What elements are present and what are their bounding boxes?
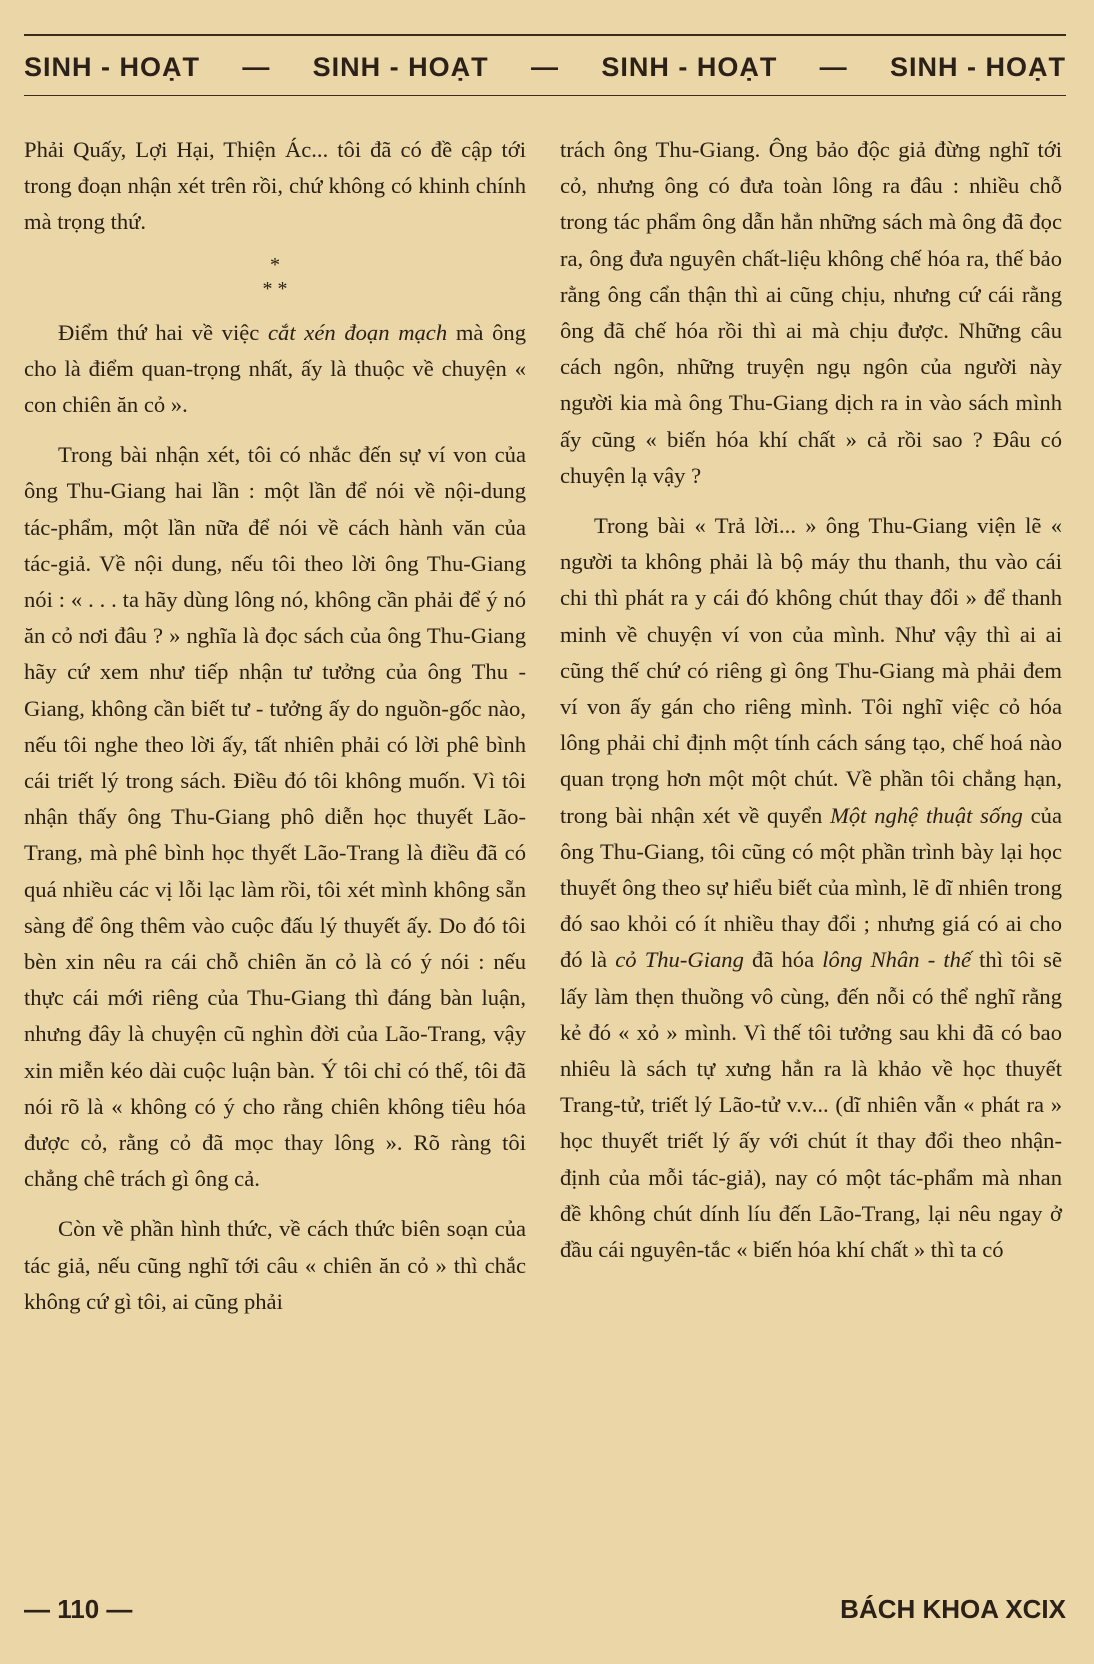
asterisk-top: * (270, 253, 280, 276)
header-title: SINH - HOẠT (601, 51, 778, 82)
paragraph: trách ông Thu-Giang. Ông bảo độc giả đừng nghĩ tới cỏ, nhưng ông có đưa toàn lông ra đâu : nhiều chỗ trong tác phẩm ông dẫn hẳn những sách mà ông đã đọc ra, ông đưa nguyên chất-liệu không chế hóa ra, thế bảo rằng ông cẩn thận thì ai cũng chịu, nhưng cứ cái rằng ông đã chế hóa rồi thì ai mà chịu được. Những câu cách ngôn, những truyện ngụ ngôn của người này người kia mà ông Thu-Giang dịch ra in vào sách mình ấy cũng « biến hóa khí chất » cả rồi sao ? Đâu có chuyện lạ vậy ? (560, 137, 1062, 488)
header-title: SINH - HOẠT (312, 51, 489, 82)
header-dash: — (819, 51, 848, 82)
text-run: thì tôi sẽ lấy làm thẹn thuồng vô cùng, đến nỗi có thể nghĩ rằng kẻ đó « xỏ » mình. Vì thế tôi tưởng sau khi đã có bao nhiêu là sách tự xưng hẳn ra là khảo về học thuyết Trang-tử, triết lý Lão-tử v.v... (dĩ nhiên vẫn « phát ra » học thuyết triết lý ấy với chút ít thay đổi theo nhận-định của mỗi tác-giả), nay có một tác-phẩm mà nhan đề không chút dính líu đến Lão-Trang, lại nêu ngay ở đầu cái nguyên-tắc « biến hóa khí chất » thì ta có (560, 947, 1062, 1263)
italic-phrase: lông Nhân - thế (822, 947, 971, 973)
asterisk-bottom: * * (262, 277, 288, 300)
italic-phrase: cỏ Thu-Giang (615, 947, 744, 973)
paragraph (560, 508, 1062, 1268)
text-run: Điểm thứ hai về việc (58, 319, 268, 345)
page-number: — 110 — (24, 1594, 133, 1624)
journal-issue: BÁCH KHOA XCIX (840, 1594, 1066, 1624)
text-run: của ông Thu-Giang, tôi cũng có một phần trình bày lại học thuyết ông theo sự hiểu biết của mình, lẽ dĩ nhiên trong đó sao khỏi có ít nhiều thay đổi ; nhưng giá có ai cho đó là (560, 802, 1062, 973)
paragraph (24, 315, 526, 424)
header-title: SINH - HOẠT (24, 51, 200, 82)
header-top-rule (24, 34, 1066, 36)
right-column (560, 132, 1062, 1268)
header-dash: — (530, 51, 559, 82)
running-header (24, 44, 1066, 90)
text-run: đã hóa (743, 947, 823, 973)
paragraph: Còn về phần hình thức, về cách thức biên soạn của tác giả, nếu cũng nghĩ tới câu « chiên ăn cỏ » thì chắc không cứ gì tôi, ai cũng phải (24, 1216, 526, 1314)
text-run: Trong bài « Trả lời... » ông Thu-Giang viện lẽ « người ta không phải là bộ máy thu thanh, thu vào cái chi thì phát ra y cái đó không chút thay đổi » để thanh minh về chuyện ví von của mình. Như vậy thì ai ai cũng thế chứ có riêng gì ông Thu-Giang mà phải đem ví von ấy gán cho riêng mình. Tôi nghĩ việc cỏ hóa lông phải chỉ định một tính cách sáng tạo, chế hoá nào quan trọng hơn một một chút. Về phần tôi chẳng hạn, trong bài nhận xét về quyển (560, 513, 1062, 828)
section-separator-asterisks (24, 253, 526, 315)
italic-phrase: cắt xén đoạn mạch (268, 319, 448, 345)
paragraph: Phải Quấy, Lợi Hại, Thiện Ác... tôi đã có đề cập tới trong đoạn nhận xét trên rồi, chứ không có khinh chính mà trọng thứ. (24, 137, 526, 235)
book-title: Một nghệ thuật sống (830, 802, 1023, 828)
left-column (24, 132, 526, 1320)
header-title: SINH - HOẠT (889, 51, 1066, 82)
paragraph: Trong bài nhận xét, tôi có nhắc đến sự ví von của ông Thu-Giang hai lần : một lần để nói về nội-dung tác-phẩm, một lần nữa để nói về cách hành văn của tác-giả. Về nội dung, nếu tôi theo lời ông Thu-Giang nói : « . . . ta hãy dùng lông nó, không cần phải để ý nó ăn cỏ nơi đâu ? » nghĩa là đọc sách của ông Thu-Giang hãy cứ xem như tiếp nhận tư tưởng của ông Thu - Giang, không cần biết tư - tưởng ấy do nguồn-gốc nào, nếu tôi nghe theo lời ấy, tất nhiên phải có lời phê bình cái triết lý trong sách. Điều đó tôi không muốn. Vì tôi nhận thấy ông Thu-Giang phô diễn học thuyết Lão-Trang, mà phê bình học thyết Lão-Trang là điều đã có quá nhiều các vị lỗi lạc làm rồi, tôi xét mình không sẵn sàng để ông thêm vào cuộc đấu lý thuyết ấy. Do đó tôi bèn xin nêu ra cái chỗ chiên ăn cỏ là có ý nói : nếu thực cái mới riêng của Thu-Giang thì đáng bàn luận, nhưng đây là chuyện cũ nghìn đời của Lão-Trang, vậy xin miễn kéo dài cuộc luận bàn. Ý tôi chỉ có thế, tôi đã nói rõ là « không có ý cho rằng chiên không tiêu hóa được cỏ, rằng cỏ đã mọc thay lông ». Rõ ràng tôi chẳng chê trách gì ông cả. (24, 442, 526, 1192)
header-bottom-rule (24, 95, 1066, 96)
header-dash: — (242, 51, 271, 82)
text-run: mà ông cho là điểm quan-trọng nhất, ấy là thuộc về chuyện « con chiên ăn cỏ ». (24, 319, 526, 418)
